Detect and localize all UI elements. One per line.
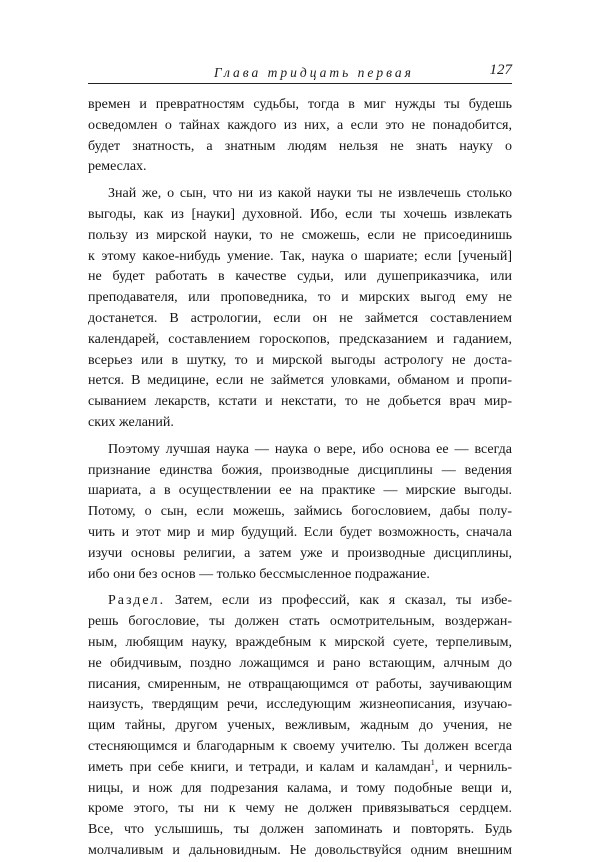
text-line: признание единства божия, производные дисциплины — ведения [88,462,512,478]
text-line: не обидчивым, поздно ложащимся и рано встающим, алчным до [88,655,512,671]
text-line: календарей, составлением гороскопов, предсказанием и гаданием, [88,331,512,347]
text-line: щим тайны, другом ученых, вежливым, жадным до учения, не [88,718,512,734]
text-line: выгоды, как из [науки] духовной. Ибо, если ты хочешь извлекать [88,206,512,222]
text-segment: , и черниль- [434,759,512,775]
text-line: сыванием лекарств, кстати и некстати, то не добьется врач мир- [88,394,512,410]
text-line: всерьез или в шутку, то и мирской выгоды астрологу не доста- [88,352,512,368]
text-line: кроме этого, ты ни к чему не должен привязываться сердцем. [88,801,512,817]
section-lead: Раздел. [108,593,166,609]
text-line: будет знатность, а знатным людям нельзя не знать науку о [88,138,512,154]
text-line: Поэтому лучшая наука — наука о вере, ибо основа ее — всегда [108,441,512,457]
text-line: не будет работать в качестве судьи, или душеприказчика, или [88,269,512,285]
page-number: 127 [489,62,512,78]
text-line: времен и превратностям судьбы, тогда в миг нужды ты будешь [88,97,512,112]
text-segment: ницы, [88,780,124,796]
text-line [88,591,512,612]
text-line: чить и этот мир и мир будущий. Если будет возможность, сначала [88,524,512,540]
text-line: решь богословие, ты должен стать осмотрительным, воздержан- [88,614,512,630]
text-line: Все, что услышишь, ты должен запоминать и повторять. Будь [88,822,512,838]
text-line: пользу из мирской науки, то не сможешь, если не присоединишь [88,227,512,243]
text-line: преподавателя, или проповедника, то и мирских выгод ему не [88,290,512,306]
paragraph-3 [88,440,512,586]
paragraph-4 [88,591,512,861]
text-line [88,779,512,800]
text-line: нется. В медицине, если не займется уловками, обманом и пропи- [88,373,512,389]
text-line: ремеслах. [88,159,147,175]
text-line: стесняющимся и благодарным к своему учителю. Ты должен всегда [88,738,512,754]
text-line: писания, смиренным, не отвращающимся от работы, заучивающим [88,676,512,692]
text-line: наизусть, твердящим речи, исследующим жизнеописания, изучаю- [88,697,512,713]
paragraph-1 [88,95,512,178]
text-line [88,758,512,779]
text-line: достанется. В астрологии, если он не займется составлением [88,310,512,326]
text-line: к этому какое-нибудь умение. Так, наука о шариате; если [ученый] [88,248,512,264]
text-line: Потому, о сын, если можешь, займись богословием, дабы полу- [88,504,512,520]
running-head [88,61,512,84]
text-line: шариата, а в осуществлении ее на практике — мирские выгоды. [88,483,512,499]
text-line: Знай же, о сын, что ни из какой науки ты не извлечешь столько [108,186,512,202]
running-title: Глава тридцать первая [214,65,414,80]
text-line: ным, любящим науку, враждебным к мирской суете, терпеливым, [88,634,512,650]
text-segment: Затем, если из профессий, как я сказал, ты избе- [174,593,512,609]
paragraph-2 [88,184,512,434]
text-line: изучи основы религии, а затем уже и производные дисциплины, [88,545,512,561]
text-line: ибо они без основ — только бессмысленное подражание. [88,566,430,582]
text-line: ских желаний. [88,414,174,430]
footnote-mark: 1 [430,757,435,767]
text-segment: и нож для подрезания калама, и тому подобные вещи и, [132,780,512,796]
body-text [88,95,512,862]
text-segment: иметь при себе книги, и тетради, и калам и каламдан [88,759,431,775]
text-line: осведомлен о тайнах каждого из них, а если это не понадобится, [88,117,512,133]
text-line: молчаливым и дальновидным. Не довольствуйся одним внешним [88,842,512,858]
